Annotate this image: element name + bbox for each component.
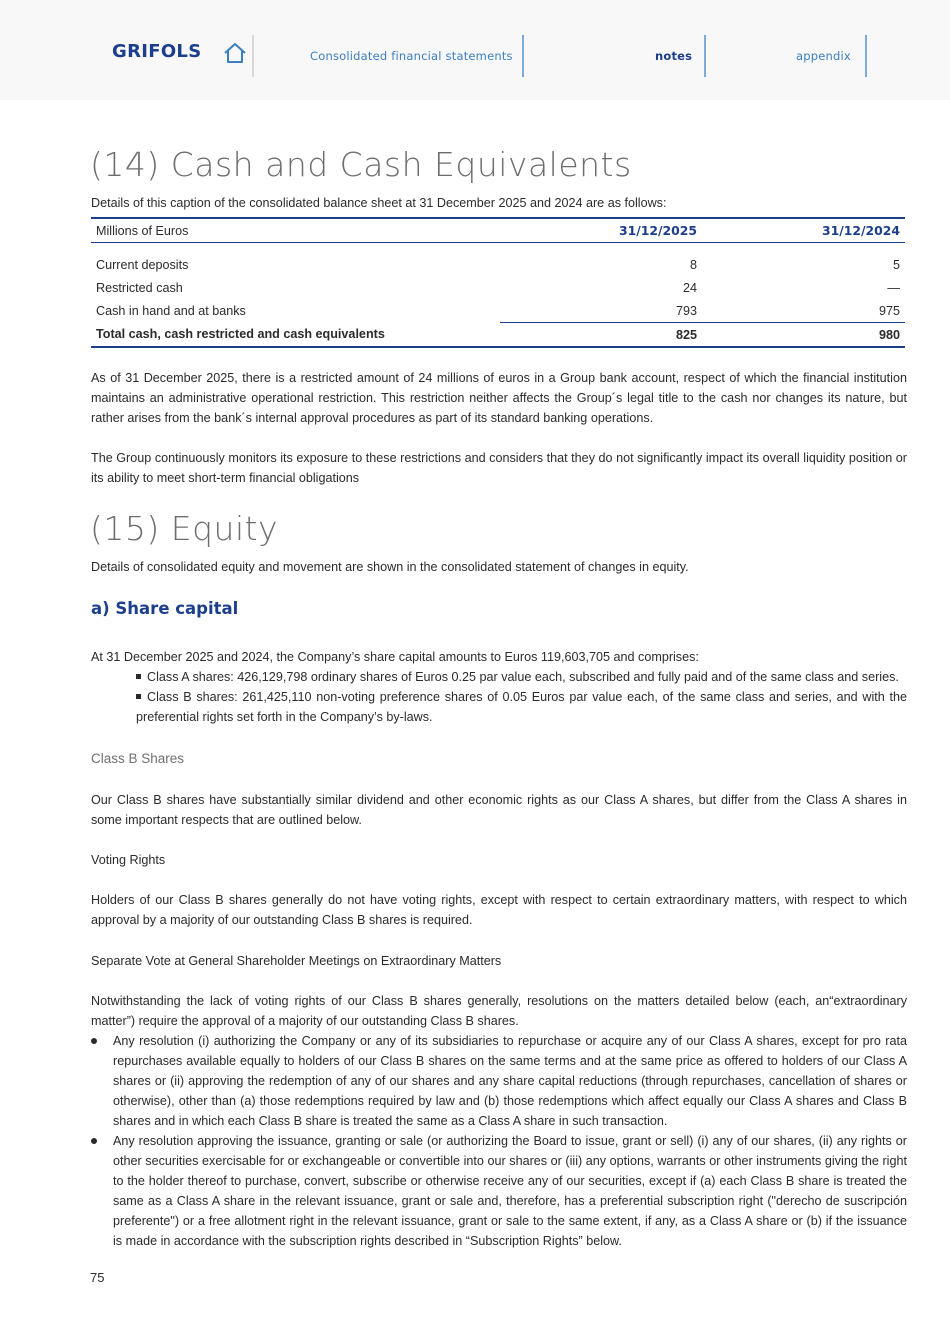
list-item: Any resolution (i) authorizing the Company or any of its subsidiaries to repurchase or acquire any of our Class A shares, except for pro rata repurchases available equally to holders of our Class B shares on the same terms and at the same price as offered to holders of our Class A shares or (ii) approving the redemption of any of our shares and any share capital reductions (through repurchases, cancellation of shares or otherwise), other than (a) those redemptions required by law and (b) those redemptions which affect equally our Class A shares and Class B shares and in which each Class B share is treated the same as a Class A share in such transaction. bbox=[91, 1031, 907, 1131]
share-class-list bbox=[136, 667, 907, 727]
row-label: Restricted cash bbox=[96, 280, 183, 295]
page-number: 75 bbox=[90, 1270, 105, 1285]
bullet-icon bbox=[136, 674, 141, 679]
column-header-2025: 31/12/2025 bbox=[500, 218, 702, 243]
bullet-icon bbox=[91, 1038, 97, 1044]
section-14-paragraph-2: The Group continuously monitors its exposure to these restrictions and considers that they do not significantly impact its overall liquidity position or its ability to meet short-term financial obligations bbox=[91, 451, 907, 485]
home-icon[interactable] bbox=[222, 41, 248, 65]
nav-consolidated-financial-statements[interactable]: Consolidated financial statements bbox=[310, 49, 513, 63]
separate-vote-paragraph: Notwithstanding the lack of voting rights of our Class B shares generally, resolutions on the matters detailed below (each, an“extraordinary matter”) require the approval of a majority of our outstanding Class B shares. bbox=[91, 994, 907, 1028]
total-label: Total cash, cash restricted and cash equivalents bbox=[91, 323, 500, 348]
divider bbox=[252, 35, 254, 77]
voting-rights-heading: Voting Rights bbox=[91, 853, 166, 867]
nav-appendix[interactable]: appendix bbox=[796, 49, 851, 63]
table-total-row bbox=[91, 323, 905, 348]
row-value-2025: 793 bbox=[675, 303, 697, 318]
nav-notes[interactable]: notes bbox=[655, 49, 693, 63]
class-b-heading: Class B Shares bbox=[91, 751, 185, 766]
class-b-paragraph: Our Class B shares have substantially similar dividend and other economic rights as our Class A shares, but differ from the Class A shares in some important respects that are outlined below. bbox=[91, 793, 907, 827]
section-14-paragraph-1: As of 31 December 2025, there is a restricted amount of 24 millions of euros in a Group bank account, respect of which the financial institution maintains an administrative operational restriction. This restriction neither affects the Group´s legal title to the cash nor changes its nature, but rather arises from the bank´s internal approval procedures as part of its standard banking operations. bbox=[91, 371, 907, 425]
share-capital-intro: At 31 December 2025 and 2024, the Company’s share capital amounts to Euros 119,603,705 and comprises: bbox=[91, 650, 699, 664]
page-header bbox=[0, 0, 950, 100]
divider bbox=[704, 35, 706, 77]
separate-vote-heading: Separate Vote at General Shareholder Meetings on Extraordinary Matters bbox=[91, 954, 502, 968]
row-value-2024: — bbox=[887, 280, 900, 295]
divider bbox=[522, 35, 524, 77]
row-label: Current deposits bbox=[96, 257, 189, 272]
unit-label: Millions of Euros bbox=[91, 218, 500, 243]
row-value-2024: 975 bbox=[878, 303, 900, 318]
list-item: Any resolution approving the issuance, granting or sale (or authorizing the Board to issue, grant or sell) (i) any of our shares, (ii) any rights or other securities exercisable for or exchangeable or convertible into our shares or (iii) any options, warrants or other instruments giving the right to the holder thereof to purchase, convert, subscribe or otherwise receive any of our securities, except if (a) each Class B share is treated the same as a Class A share in the relevant issuance, grant or sale and, therefore, has a preferential subscription right ("derecho de suscripción preferente") or a free allotment right in the relevant issuance, grant or sale to the same extent, if any, as a Class A share or (b) if the issuance is made in accordance with the subscription rights described in “Subscription Rights” below. bbox=[91, 1131, 907, 1251]
bullet-icon bbox=[136, 694, 141, 699]
bullet-icon bbox=[91, 1138, 97, 1144]
table-header-row bbox=[91, 218, 905, 243]
total-value-2024: 980 bbox=[702, 323, 905, 348]
section-14-intro: Details of this caption of the consolidated balance sheet at 31 December 2025 and 2024 are as follows: bbox=[91, 196, 667, 210]
table-row bbox=[91, 299, 905, 323]
row-label: Cash in hand and at banks bbox=[96, 303, 246, 318]
extraordinary-matters-list bbox=[91, 1031, 907, 1251]
table-row bbox=[91, 276, 905, 299]
row-value-2025: 8 bbox=[689, 257, 697, 272]
table-row bbox=[91, 253, 905, 276]
cash-table bbox=[91, 217, 905, 348]
divider bbox=[865, 35, 867, 77]
row-value-2024: 5 bbox=[892, 257, 900, 272]
section-15-intro: Details of consolidated equity and movement are shown in the consolidated statement of changes in equity. bbox=[91, 560, 689, 574]
list-item: Class A shares: 426,129,798 ordinary shares of Euros 0.25 par value each, subscribed and fully paid and of the same class and series. bbox=[136, 667, 907, 687]
total-value-2025: 825 bbox=[500, 323, 702, 348]
list-item: Class B shares: 261,425,110 non-voting preference shares of 0.05 Euros par value each, of the same class and series, and with the preferential rights set forth in the Company’s by-laws. bbox=[136, 690, 907, 724]
row-value-2025: 24 bbox=[682, 280, 697, 295]
share-capital-heading: a) Share capital bbox=[91, 599, 239, 618]
section-15-title: (15) Equity bbox=[90, 509, 279, 548]
grifols-logo[interactable]: GRIFOLS bbox=[112, 41, 202, 62]
voting-rights-paragraph: Holders of our Class B shares generally do not have voting rights, except with respect to certain extraordinary matters, with respect to which approval by a majority of our outstanding Class B shares is required. bbox=[91, 893, 907, 927]
column-header-2024: 31/12/2024 bbox=[702, 218, 905, 243]
section-14-title: (14) Cash and Cash Equivalents bbox=[90, 145, 632, 184]
